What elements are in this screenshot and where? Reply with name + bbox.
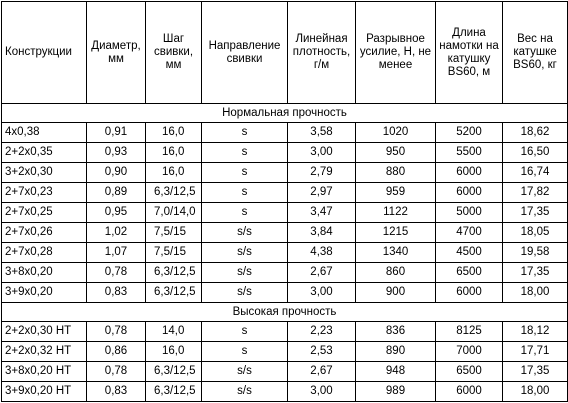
table-row bbox=[2, 263, 568, 283]
cell-lay-direction: s/s bbox=[202, 382, 288, 402]
cell-lay-direction: s/s bbox=[202, 263, 288, 283]
table-row bbox=[2, 243, 568, 263]
header-diameter: Диаметр, мм bbox=[87, 2, 146, 104]
cell-lay-length: 16,0 bbox=[146, 123, 202, 143]
cell-linear-density: 2,53 bbox=[288, 342, 356, 362]
cell-spool-length: 6000 bbox=[436, 183, 503, 203]
cell-spool-weight: 16,74 bbox=[503, 163, 568, 183]
cell-spool-weight: 18,00 bbox=[503, 283, 568, 303]
cell-lay-direction: s bbox=[202, 322, 288, 342]
cell-linear-density: 2,23 bbox=[288, 322, 356, 342]
cell-spool-weight: 18,62 bbox=[503, 123, 568, 143]
header-breaking-force: Разрывное усилие, Н, не менее bbox=[356, 2, 436, 104]
header-lay-direction: Направление свивки bbox=[202, 2, 288, 104]
cell-construction: 3+9x0,20 bbox=[2, 283, 87, 303]
cell-construction: 2+2x0,30 HT bbox=[2, 322, 87, 342]
table-row bbox=[2, 382, 568, 402]
cell-construction: 2+7x0,28 bbox=[2, 243, 87, 263]
cell-linear-density: 2,79 bbox=[288, 163, 356, 183]
cell-breaking-force: 900 bbox=[356, 283, 436, 303]
cell-lay-direction: s bbox=[202, 143, 288, 163]
cell-construction: 3+8x0,20 bbox=[2, 263, 87, 283]
cell-construction: 2+7x0,23 bbox=[2, 183, 87, 203]
cell-diameter: 0,89 bbox=[87, 183, 146, 203]
cell-spool-length: 6500 bbox=[436, 263, 503, 283]
cell-construction: 2+7x0,25 bbox=[2, 203, 87, 223]
cell-spool-length: 5500 bbox=[436, 143, 503, 163]
cell-construction: 4x0,38 bbox=[2, 123, 87, 143]
cell-lay-length: 16,0 bbox=[146, 143, 202, 163]
table-row bbox=[2, 283, 568, 303]
cell-lay-length: 6,3/12,5 bbox=[146, 362, 202, 382]
table-row bbox=[2, 362, 568, 382]
cell-lay-length: 6,3/12,5 bbox=[146, 283, 202, 303]
cell-breaking-force: 836 bbox=[356, 322, 436, 342]
cell-lay-direction: s bbox=[202, 183, 288, 203]
cell-spool-weight: 17,35 bbox=[503, 362, 568, 382]
table-row bbox=[2, 342, 568, 362]
cell-lay-direction: s/s bbox=[202, 223, 288, 243]
header-linear-density: Линейная плотность, г/м bbox=[288, 2, 356, 104]
cell-spool-length: 8125 bbox=[436, 322, 503, 342]
cell-diameter: 1,02 bbox=[87, 223, 146, 243]
cell-spool-length: 7000 bbox=[436, 342, 503, 362]
cell-construction: 2+2x0,35 bbox=[2, 143, 87, 163]
cell-lay-direction: s bbox=[202, 342, 288, 362]
cell-spool-weight: 18,00 bbox=[503, 382, 568, 402]
cell-spool-weight: 18,05 bbox=[503, 223, 568, 243]
cell-breaking-force: 959 bbox=[356, 183, 436, 203]
cell-lay-length: 7,5/15 bbox=[146, 243, 202, 263]
cell-spool-length: 6000 bbox=[436, 382, 503, 402]
cell-linear-density: 3,47 bbox=[288, 203, 356, 223]
cell-linear-density: 3,84 bbox=[288, 223, 356, 243]
cell-lay-length: 16,0 bbox=[146, 342, 202, 362]
cell-linear-density: 4,38 bbox=[288, 243, 356, 263]
cell-lay-direction: s bbox=[202, 163, 288, 183]
cell-breaking-force: 948 bbox=[356, 362, 436, 382]
table-row bbox=[2, 203, 568, 223]
cell-breaking-force: 950 bbox=[356, 143, 436, 163]
cell-spool-length: 6000 bbox=[436, 163, 503, 183]
header-spool-length: Длина намотки на катушку BS60, м bbox=[436, 2, 503, 104]
cell-lay-length: 6,3/12,5 bbox=[146, 263, 202, 283]
cell-construction: 2+2x0,32 HT bbox=[2, 342, 87, 362]
table-row bbox=[2, 223, 568, 243]
header-row bbox=[2, 2, 568, 104]
cell-spool-length: 4500 bbox=[436, 243, 503, 263]
cell-linear-density: 2,67 bbox=[288, 362, 356, 382]
cell-diameter: 0,95 bbox=[87, 203, 146, 223]
cell-spool-weight: 18,12 bbox=[503, 322, 568, 342]
cell-spool-weight: 17,35 bbox=[503, 263, 568, 283]
cell-spool-weight: 17,35 bbox=[503, 203, 568, 223]
cell-spool-length: 6500 bbox=[436, 362, 503, 382]
cell-linear-density: 2,67 bbox=[288, 263, 356, 283]
table-row bbox=[2, 183, 568, 203]
cell-breaking-force: 1020 bbox=[356, 123, 436, 143]
specifications-table bbox=[1, 1, 568, 402]
cell-breaking-force: 890 bbox=[356, 342, 436, 362]
table-row bbox=[2, 163, 568, 183]
cell-lay-length: 6,3/12,5 bbox=[146, 183, 202, 203]
cell-diameter: 0,86 bbox=[87, 342, 146, 362]
cell-linear-density: 3,00 bbox=[288, 143, 356, 163]
cell-diameter: 1,07 bbox=[87, 243, 146, 263]
cell-lay-length: 16,0 bbox=[146, 163, 202, 183]
section-title: Нормальная прочность bbox=[2, 104, 568, 123]
header-spool-weight: Вес на катушке BS60, кг bbox=[503, 2, 568, 104]
cell-breaking-force: 989 bbox=[356, 382, 436, 402]
cell-spool-weight: 17,82 bbox=[503, 183, 568, 203]
cell-diameter: 0,78 bbox=[87, 322, 146, 342]
cell-spool-weight: 17,71 bbox=[503, 342, 568, 362]
section-row bbox=[2, 303, 568, 322]
cell-spool-length: 5000 bbox=[436, 203, 503, 223]
cell-diameter: 0,91 bbox=[87, 123, 146, 143]
cell-lay-direction: s/s bbox=[202, 362, 288, 382]
cell-lay-direction: s bbox=[202, 203, 288, 223]
cell-diameter: 0,93 bbox=[87, 143, 146, 163]
cell-lay-length: 7,5/15 bbox=[146, 223, 202, 243]
cell-spool-length: 5200 bbox=[436, 123, 503, 143]
cell-diameter: 0,90 bbox=[87, 163, 146, 183]
section-title: Высокая прочность bbox=[2, 303, 568, 322]
cell-diameter: 0,78 bbox=[87, 263, 146, 283]
cell-linear-density: 3,00 bbox=[288, 382, 356, 402]
cell-lay-direction: s/s bbox=[202, 243, 288, 263]
table-body bbox=[2, 104, 568, 402]
cell-linear-density: 2,97 bbox=[288, 183, 356, 203]
table-row bbox=[2, 322, 568, 342]
cell-diameter: 0,83 bbox=[87, 283, 146, 303]
cell-lay-direction: s/s bbox=[202, 283, 288, 303]
cell-breaking-force: 1215 bbox=[356, 223, 436, 243]
cell-lay-direction: s bbox=[202, 123, 288, 143]
header-lay-length: Шаг свивки, мм bbox=[146, 2, 202, 104]
cell-spool-length: 6000 bbox=[436, 283, 503, 303]
table-row bbox=[2, 123, 568, 143]
cell-linear-density: 3,00 bbox=[288, 283, 356, 303]
cell-spool-length: 4700 bbox=[436, 223, 503, 243]
cell-construction: 2+7x0,26 bbox=[2, 223, 87, 243]
cell-lay-length: 7,0/14,0 bbox=[146, 203, 202, 223]
cell-breaking-force: 860 bbox=[356, 263, 436, 283]
cell-spool-weight: 19,58 bbox=[503, 243, 568, 263]
cell-breaking-force: 880 bbox=[356, 163, 436, 183]
cell-breaking-force: 1340 bbox=[356, 243, 436, 263]
cell-diameter: 0,78 bbox=[87, 362, 146, 382]
cell-diameter: 0,83 bbox=[87, 382, 146, 402]
header-construction: Конструкции bbox=[2, 2, 87, 104]
cell-breaking-force: 1122 bbox=[356, 203, 436, 223]
cell-lay-length: 6,3/12,5 bbox=[146, 382, 202, 402]
cell-spool-weight: 16,50 bbox=[503, 143, 568, 163]
cell-construction: 3+2x0,30 bbox=[2, 163, 87, 183]
cell-construction: 3+8x0,20 HT bbox=[2, 362, 87, 382]
table-row bbox=[2, 143, 568, 163]
cell-construction: 3+9x0,20 HT bbox=[2, 382, 87, 402]
cell-lay-length: 14,0 bbox=[146, 322, 202, 342]
cell-linear-density: 3,58 bbox=[288, 123, 356, 143]
section-row bbox=[2, 104, 568, 123]
